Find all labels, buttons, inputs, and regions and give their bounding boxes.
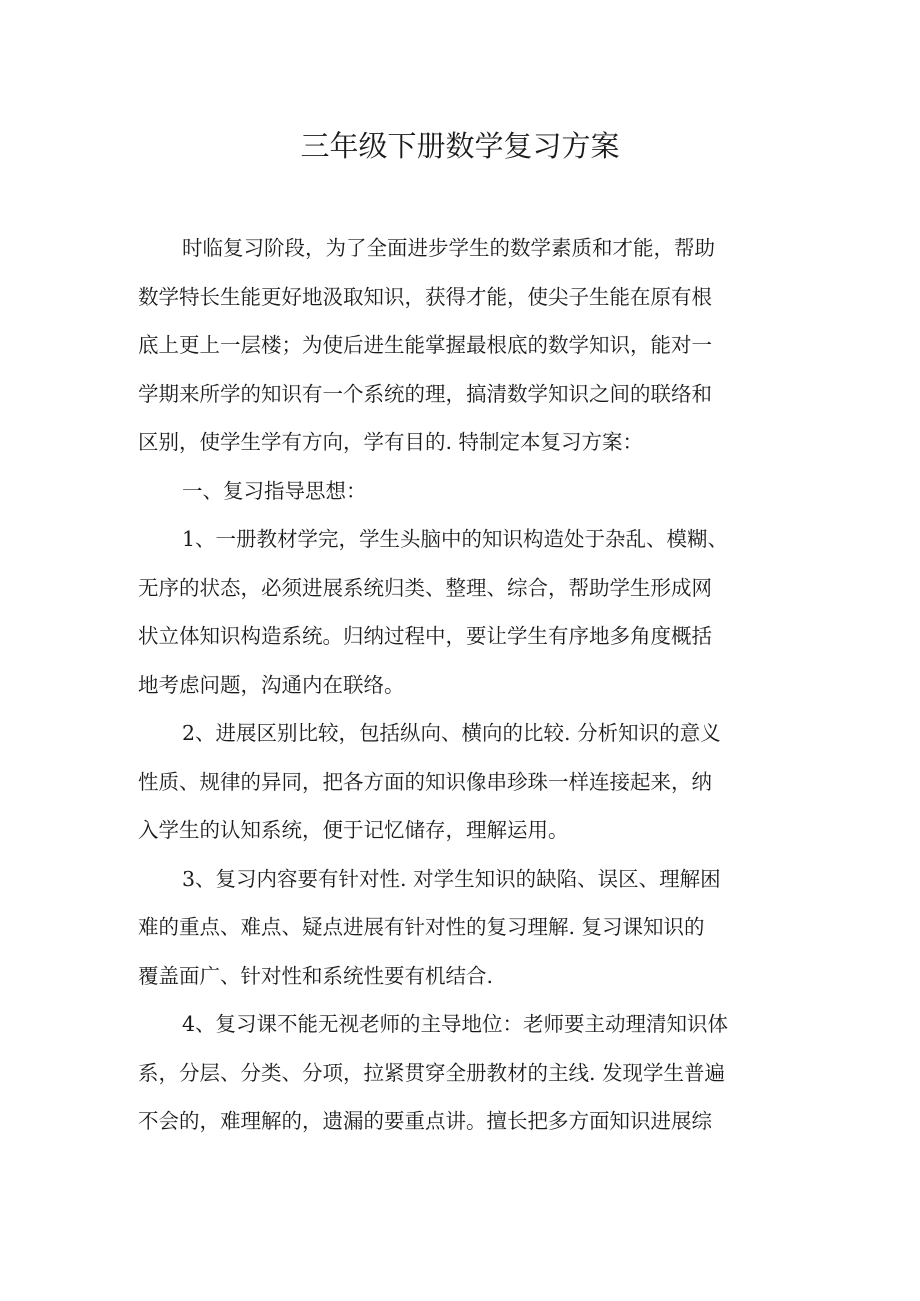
paragraph-line: 区别，使学生学有方向，学有目的. 特制定本复习方案： <box>138 430 644 454</box>
paragraph-line: 4、复习课不能无视老师的主导地位：老师要主动理清知识体 <box>182 1012 729 1036</box>
section-heading: 一、复习指导思想： <box>182 478 367 503</box>
paragraph-line: 1、一册教材学完，学生头脑中的知识构造处于杂乱、模糊、 <box>182 527 729 551</box>
paragraph-line: 数学特长生能更好地汲取知识，获得才能，使尖子生能在原有根 <box>138 284 712 309</box>
paragraph-line: 无序的状态，必须进展系统归类、整理、综合，帮助学生形成网 <box>138 575 712 600</box>
paragraph-line: 难的重点、难点、疑点进展有针对性的复习理解. 复习课知识的 <box>138 915 705 939</box>
paragraph-line: 覆盖面广、针对性和系统性要有机结合. <box>138 963 494 988</box>
paragraph-line: 性质、规律的异同，把各方面的知识像串珍珠一样连接起来，纳 <box>138 769 712 794</box>
paragraph-line: 系，分层、分类、分项，拉紧贯穿全册教材的主线. 发现学生普遍 <box>138 1060 726 1085</box>
paragraph-line: 3、复习内容要有针对性. 对学生知识的缺陷、误区、理解困 <box>182 866 721 891</box>
paragraph-line: 不会的，难理解的，遗漏的要重点讲。擅长把多方面知识进展综 <box>138 1109 712 1133</box>
paragraph-line: 入学生的认知系统，便于记忆储存，理解运用。 <box>138 818 569 842</box>
paragraph-line: 状立体知识构造系统。归纳过程中，要让学生有序地多角度概括 <box>138 624 712 648</box>
document-title: 三年级下册数学复习方案 <box>300 129 620 163</box>
paragraph-line: 2、进展区别比较，包括纵向、横向的比较. 分析知识的意义 <box>182 721 721 745</box>
paragraph-line: 底上更上一层楼；为使后进生能掌握最根底的数学知识，能对一 <box>138 333 712 357</box>
paragraph-line: 地考虑问题，沟通内在联络。 <box>138 672 405 697</box>
paragraph-line: 时临复习阶段，为了全面进步学生的数学素质和才能，帮助 <box>182 236 715 260</box>
paragraph-line: 学期来所学的知识有一个系统的理，搞清数学知识之间的联络和 <box>138 381 712 406</box>
document-body <box>138 226 798 1148</box>
